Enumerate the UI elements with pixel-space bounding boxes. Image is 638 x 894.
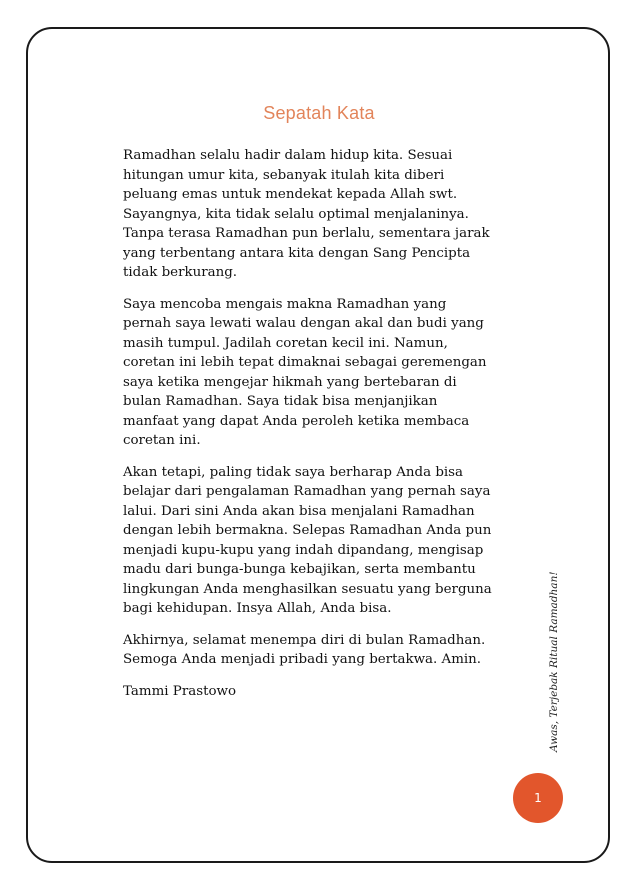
- page-title: Sepatah Kata: [263, 103, 375, 123]
- text-line: madu dari bunga-bunga kebajikan, serta membantu: [123, 562, 476, 577]
- book-title-vertical: Awas, Terjebak Ritual Ramadhan!: [548, 571, 560, 752]
- text-line: menjadi kupu-kupu yang indah dipandang, mengisap: [123, 542, 484, 558]
- page-number-badge: 1: [513, 773, 563, 823]
- paragraph-3: [123, 463, 518, 619]
- text-line: manfaat yang dapat Anda peroleh ketika membaca: [123, 413, 470, 429]
- text-line: coretan ini.: [123, 433, 201, 448]
- text-line: Semoga Anda menjadi pribadi yang bertakwa. Amin.: [123, 652, 482, 667]
- text-line: Tanpa terasa Ramadhan pun berlalu, sementara jarak: [123, 226, 490, 241]
- text-line: Ramadhan selalu hadir dalam hidup kita. Sesuai: [123, 148, 453, 163]
- paragraph-2: [123, 295, 518, 451]
- text-line: bagi kehidupan. Insya Allah, Anda bisa.: [123, 601, 392, 616]
- text-line: saya ketika mengejar hikmah yang bertebaran di: [123, 374, 457, 390]
- text-line: Akhirnya, selamat menempa diri di bulan Ramadhan.: [123, 632, 486, 648]
- text-line: belajar dari pengalaman Ramadhan yang pernah saya: [123, 484, 491, 499]
- text-line: lingkungan Anda menghasilkan sesuatu yang berguna: [123, 581, 492, 597]
- text-line: pernah saya lewati walau dengan akal dan budi yang: [123, 316, 484, 331]
- text-line: lalui. Dari sini Anda akan bisa menjalani Ramadhan: [123, 503, 475, 519]
- text-line: masih tumpul. Jadilah coretan kecil ini. Namun,: [123, 335, 448, 351]
- paragraph-1: [123, 146, 518, 283]
- author-signature: Tammi Prastowo: [123, 683, 237, 699]
- text-line: hitungan umur kita, sebanyak itulah kita diberi: [123, 167, 445, 183]
- text-line: bulan Ramadhan. Saya tidak bisa menjanjikan: [123, 394, 438, 409]
- text-line: Saya mencoba mengais makna Ramadhan yang: [123, 296, 447, 312]
- text-line: peluang emas untuk mendekat kepada Allah swt.: [123, 187, 458, 202]
- text-line: Sayangnya, kita tidak selalu optimal menjalaninya.: [123, 206, 469, 222]
- text-line: dengan lebih bermakna. Selepas Ramadhan Anda pun: [123, 523, 492, 538]
- text-line: yang terbentang antara kita dengan Sang Pencipta: [123, 245, 471, 261]
- paragraph-4: [123, 631, 518, 670]
- text-line: coretan ini lebih tepat dimaknai sebagai geremengan: [123, 355, 487, 370]
- text-line: tidak berkurang.: [123, 265, 238, 280]
- foreword-body: [123, 146, 518, 713]
- text-line: Akan tetapi, paling tidak saya berharap Anda bisa: [123, 464, 464, 480]
